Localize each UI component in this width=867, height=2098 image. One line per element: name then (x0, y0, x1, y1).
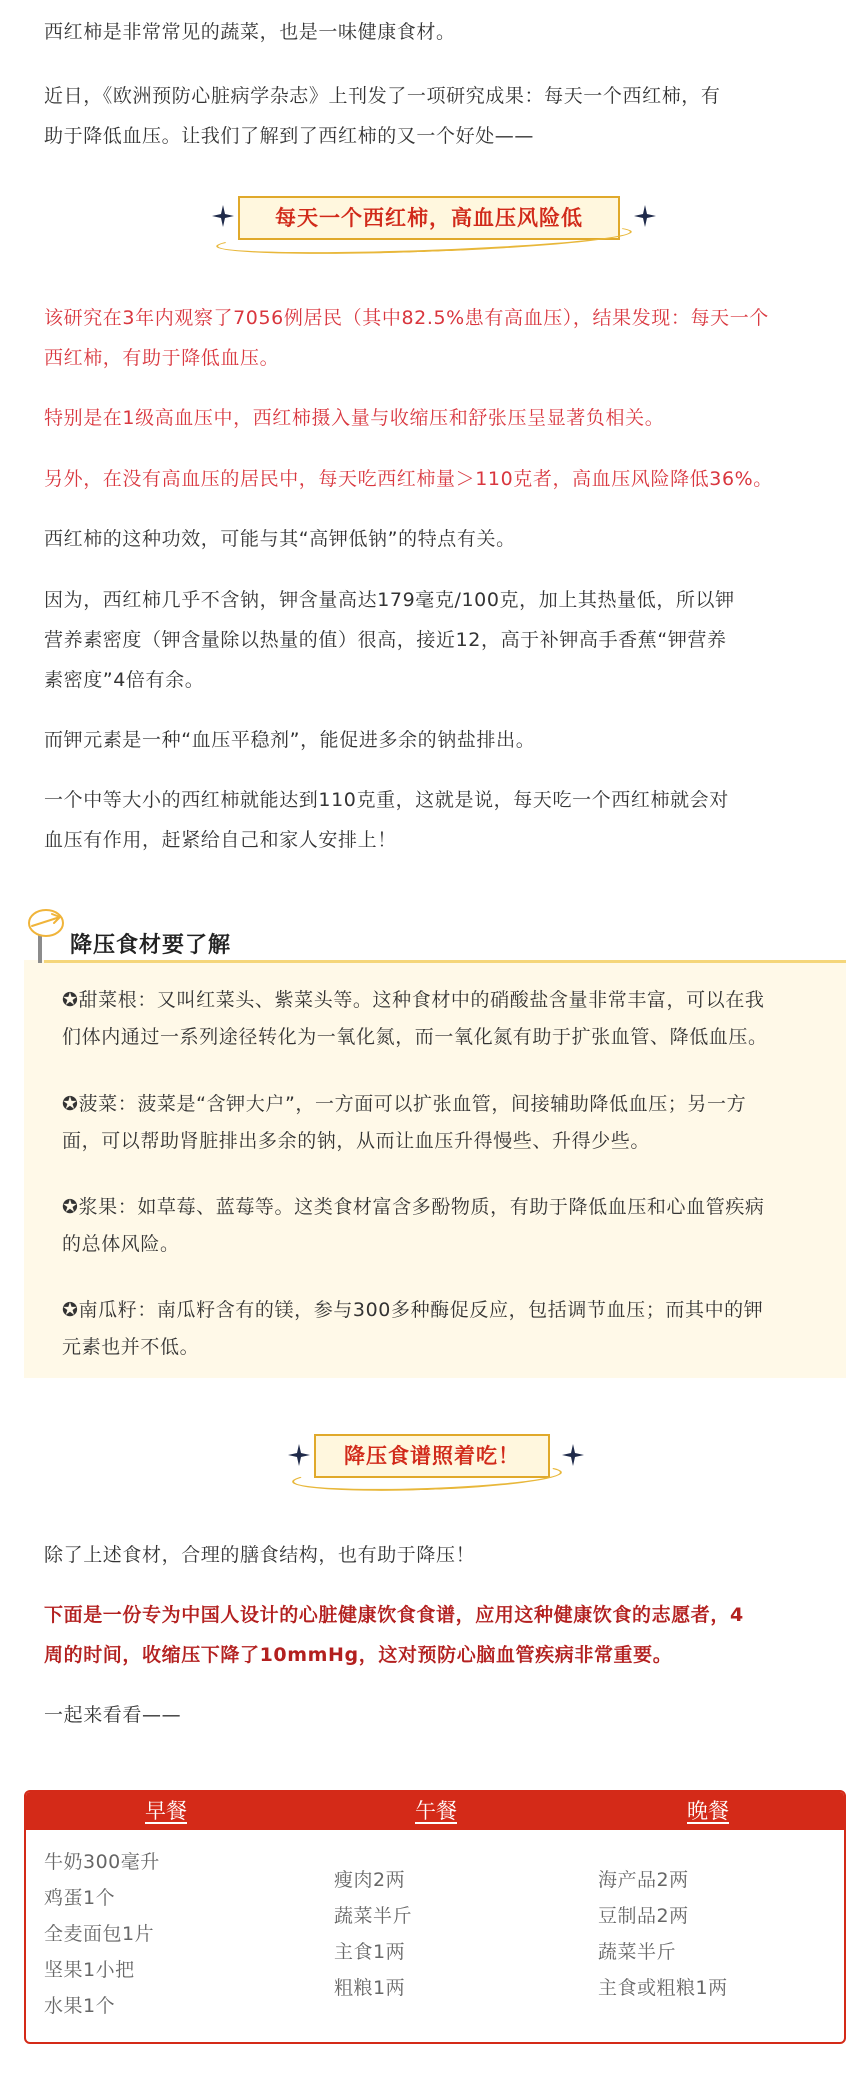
meal-item-breakfast: 鸡蛋1个 (44, 1887, 116, 1909)
meal-item-breakfast: 坚果1小把 (44, 1959, 135, 1981)
knowledge-item-pumpkin-seed-line-1: ✪南瓜籽：南瓜籽含有的镁，参与300多种酶促反应，包括调节血压；而其中的钾 (62, 1299, 764, 1321)
intro-paragraph-2-line-2: 助于降低血压。让我们了解到了西红柿的又一个好处—— (44, 125, 535, 147)
meal-item-lunch: 主食1两 (334, 1941, 406, 1963)
knowledge-box-title: 降压食材要了解 (70, 933, 232, 958)
meal-item-breakfast: 水果1个 (44, 1995, 116, 2017)
knowledge-item-pumpkin-seed-line-2: 元素也并不低。 (62, 1336, 200, 1358)
sparkle-star-icon (562, 1444, 584, 1466)
meal-plan-table (24, 1790, 846, 2044)
research-finding-2: 特别是在1级高血压中，西红柿摄入量与收缩压和舒张压呈显著负相关。 (44, 407, 665, 429)
meal-item-lunch: 瘦肉2两 (334, 1869, 406, 1891)
sparkle-star-icon (634, 205, 656, 227)
intro-paragraph-2-line-1: 近日，《欧洲预防心脏病学杂志》上刊发了一项研究成果：每天一个西红柿，有 (44, 85, 721, 107)
diet-paragraph-2-line-2: 周的时间，收缩压下降了10mmHg，这对预防心脑血管疾病非常重要。 (44, 1644, 673, 1666)
airplane-circle-icon (22, 908, 66, 942)
meal-column-dinner-header: 晚餐 (687, 1799, 729, 1823)
section-title-diet: 降压食谱照着吃！ (314, 1434, 550, 1478)
explain-paragraph-1: 西红柿的这种功效，可能与其“高钾低钠”的特点有关。 (44, 528, 516, 550)
meal-item-dinner: 蔬菜半斤 (598, 1941, 677, 1963)
knowledge-item-berries-line-1: ✪浆果：如草莓、蓝莓等。这类食材富含多酚物质，有助于降低血压和心血管疾病 (62, 1196, 765, 1218)
knowledge-item-berries-line-2: 的总体风险。 (62, 1233, 180, 1255)
meal-item-dinner: 主食或粗粮1两 (598, 1977, 728, 1999)
knowledge-item-beetroot-line-2: 们体内通过一系列途径转化为一氧化氮，而一氧化氮有助于扩张血管、降低血压。 (62, 1026, 768, 1048)
knowledge-item-spinach-line-2: 面，可以帮助肾脏排出多余的钠，从而让血压升得慢些、升得少些。 (62, 1130, 651, 1152)
knowledge-item-beetroot-line-1: ✪甜菜根：又叫红菜头、紫菜头等。这种食材中的硝酸盐含量非常丰富，可以在我 (62, 989, 765, 1011)
meal-item-dinner: 豆制品2两 (598, 1905, 689, 1927)
meal-item-lunch: 粗粮1两 (334, 1977, 406, 1999)
meal-item-lunch: 蔬菜半斤 (334, 1905, 413, 1927)
sparkle-star-icon (212, 205, 234, 227)
meal-column-breakfast-header: 早餐 (145, 1799, 187, 1823)
diet-paragraph-2-line-1: 下面是一份专为中国人设计的心脏健康饮食食谱，应用这种健康饮食的志愿者，4 (44, 1604, 744, 1626)
explain-paragraph-4-line-2: 血压有作用，赶紧给自己和家人安排上！ (44, 829, 397, 851)
research-finding-1-line-1: 该研究在3年内观察了7056例居民（其中82.5%患有高血压），结果发现：每天一个 (44, 307, 769, 329)
meal-column-lunch-header: 午餐 (415, 1799, 457, 1823)
research-finding-1-line-2: 西红柿，有助于降低血压。 (44, 347, 280, 369)
meal-item-breakfast: 牛奶300毫升 (44, 1851, 160, 1873)
research-finding-3: 另外，在没有高血压的居民中，每天吃西红柿量＞110克者，高血压风险降低36%。 (44, 468, 773, 490)
explain-paragraph-3: 而钾元素是一种“血压平稳剂”，能促进多余的钠盐排出。 (44, 729, 536, 751)
knowledge-item-spinach-line-1: ✪菠菜：菠菜是“含钾大户”，一方面可以扩张血管，间接辅助降低血压；另一方 (62, 1093, 747, 1115)
explain-paragraph-2-line-3: 素密度”4倍有余。 (44, 669, 205, 691)
meal-item-dinner: 海产品2两 (598, 1869, 689, 1891)
intro-paragraph-1: 西红柿是非常常见的蔬菜，也是一味健康食材。 (44, 21, 456, 43)
diet-paragraph-1: 除了上述食材，合理的膳食结构，也有助于降压！ (44, 1544, 476, 1566)
explain-paragraph-2-line-2: 营养素密度（钾含量除以热量的值）很高，接近12，高于补钾高手香蕉“钾营养 (44, 629, 727, 651)
meal-item-breakfast: 全麦面包1片 (44, 1923, 155, 1945)
explain-paragraph-4-line-1: 一个中等大小的西红柿就能达到110克重，这就是说，每天吃一个西红柿就会对 (44, 789, 729, 811)
explain-paragraph-2-line-1: 因为，西红柿几乎不含钠，钾含量高达179毫克/100克，加上其热量低，所以钾 (44, 589, 735, 611)
sparkle-star-icon (288, 1444, 310, 1466)
section-title-tomato: 每天一个西红柿，高血压风险低 (238, 196, 620, 240)
diet-paragraph-3: 一起来看看—— (44, 1704, 182, 1726)
